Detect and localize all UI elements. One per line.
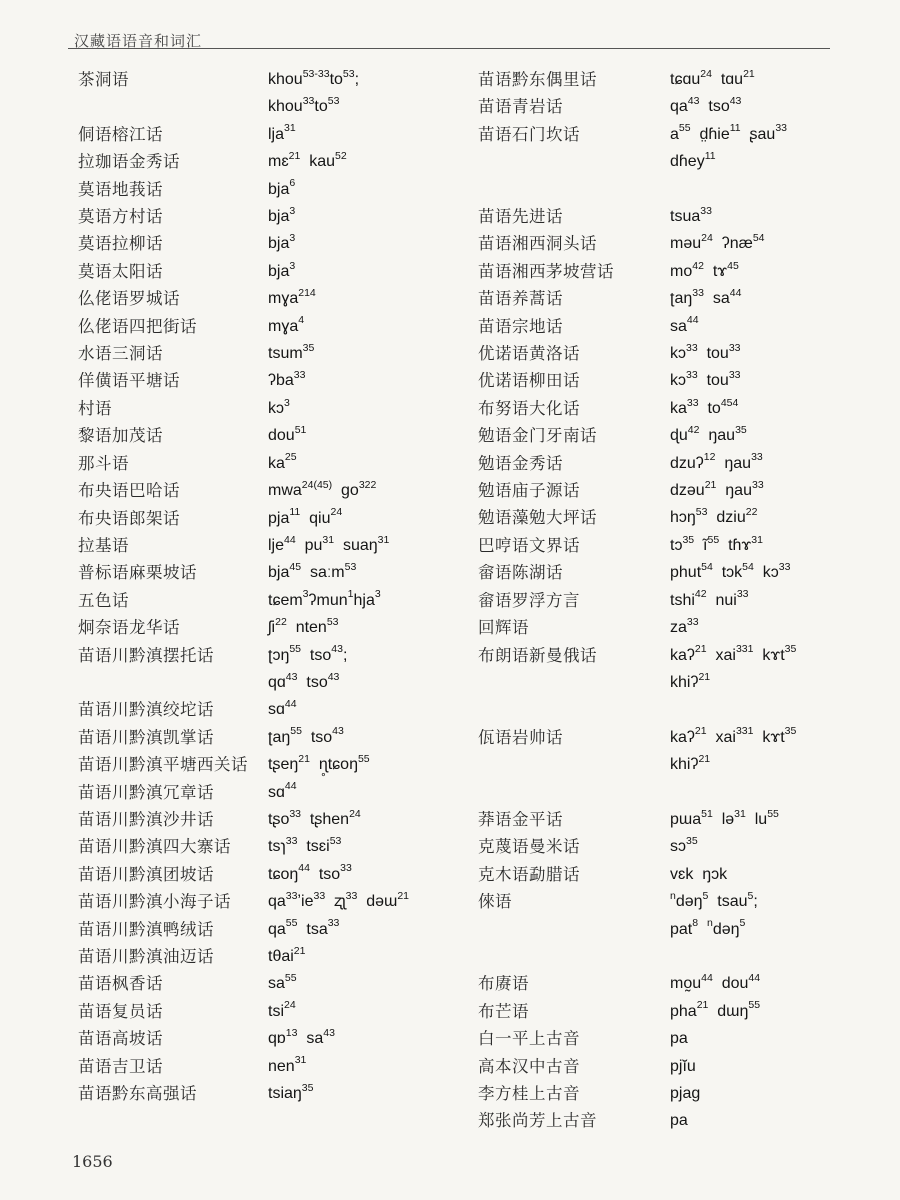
entry-row [478,313,858,340]
entry-row [478,970,858,997]
entry-row [78,477,468,504]
phonetic-form: $mo^{42}$ tɤ$^{45}$ [670,259,739,280]
dialect-name: 苗语高坡话 [78,1029,163,1049]
dialect-name: 苗语宗地话 [478,316,563,336]
phonetic-form: kaʔ$^{21}$ xai$^{331}$ kɤt$^{35}$ [670,725,797,746]
entry-row [78,148,468,175]
entry-row [478,395,858,422]
phonetic-form: dou$^{51}$ [268,423,307,445]
dialect-name: 布央语郎架话 [78,508,180,528]
entry-row [478,121,858,148]
entry-row [78,614,468,641]
left-column [78,66,468,1107]
dialect-name: 拉珈语金秀话 [78,152,180,172]
running-header-title: 汉藏语语音和词汇 [74,32,203,50]
dialect-name: 苗语川黔滇鸭绒话 [78,919,214,939]
dialect-name: 畲语罗浮方言 [478,590,580,610]
phonetic-form: ʈɔŋ$^{55}$ tso$^{43}$; [268,643,348,664]
phonetic-form: $khou^{53-33}to^{53}$; [268,67,360,88]
dialect-name: 炯奈语龙华话 [78,618,180,638]
phonetic-form: pjag [670,1084,701,1102]
entry-row [78,696,468,723]
dialect-name: 回辉语 [478,618,529,638]
phonetic-form: $qa^{43}$ tso$^{43}$ [670,95,742,116]
dialect-name: 优诺语黄洛话 [478,344,580,364]
dialect-name: 畲语陈湖话 [478,563,563,583]
phonetic-form: dzuʔ$^{12}$ ŋau$^{33}$ [670,451,763,472]
phonetic-form: $za^{33}$ [670,615,699,637]
phonetic-form: mɣa$^{214}$ [268,286,316,308]
row-spacer [478,696,858,723]
phonetic-form: $mo̰u^{44}$ dou$^{44}$ [670,972,761,993]
entry-row [478,66,858,93]
entry-row [78,587,468,614]
entry-continuation-row [478,751,858,778]
phonetic-form: tʂeŋ$^{21}$ ɳ̥tɕoŋ$^{55}$ [268,752,370,774]
phonetic-form: $sa^{44}$ [670,314,699,335]
phonetic-form: kɔ$^{33}$ tou$^{33}$ [670,369,741,390]
dialect-name: 苗语川黔滇绞坨话 [78,700,214,720]
entry-continuation-row [478,669,858,696]
phonetic-form: bja$^3$ [268,259,296,280]
phonetic-form: mɣa$^4$ [268,314,305,335]
entry-row [478,888,858,915]
entry-row [78,559,468,586]
dialect-name: 佤语岩帅话 [478,727,563,747]
entry-row [478,861,858,888]
entry-row [78,340,468,367]
entry-row [78,861,468,888]
entry-row [478,340,858,367]
dialect-name: 莫语地莪话 [78,179,163,199]
entry-row [478,614,858,641]
entry-row [78,888,468,915]
phonetic-form: ʈaŋ$^{33}$ $sa^{44}$ [670,286,742,308]
entry-row [78,121,468,148]
entry-row [478,642,858,669]
dialect-name: 勉语金秀话 [478,453,563,473]
entry-row [78,230,468,257]
phonetic-form: ɖu$^{42}$ ŋau$^{35}$ [670,423,747,445]
phonetic-form: kaʔ$^{21}$ xai$^{331}$ kɤt$^{35}$ [670,643,797,664]
dialect-name: 布努语大化话 [478,398,580,418]
phonetic-form: pa [670,1030,688,1048]
dialect-name: 苗语川黔滇摆托话 [78,645,214,665]
phonetic-form: $qa^{33}ʼie^{33}$ ʐʅ$^{33}$ dəɯ$^{21}$ [268,889,410,911]
dialect-name: 苗语川黔滇凯掌话 [78,727,214,747]
dialect-name: 苗语川黔滇小海子话 [78,892,231,912]
phonetic-form: tʂo$^{33}$ tʂhen$^{24}$ [268,807,361,828]
dialect-name: 勉语金门牙南话 [478,426,597,446]
entry-row [478,450,858,477]
entry-row [78,203,468,230]
phonetic-form: mwa$^{24(45)}$ $go^{322}$ [268,478,377,500]
entry-row [478,806,858,833]
dialect-name: 勉语庙子源话 [478,481,580,501]
entry-row [78,833,468,860]
dialect-name: 那斗语 [78,453,129,473]
entry-row [78,1080,468,1107]
phonetic-form: tɕoŋ$^{44}$ tso$^{33}$ [268,862,352,883]
phonetic-form: kɔ$^3$ [268,396,290,417]
entry-row [78,806,468,833]
dialect-name: 普标语麻栗坡话 [78,563,197,583]
phonetic-form: $ka^{25}$ [268,451,297,472]
entry-row [478,833,858,860]
phonetic-form: sɑ$^{44}$ [268,698,297,719]
dialect-name: 苗语复员话 [78,1001,163,1021]
dialect-name: 苗语吉卫话 [78,1056,163,1076]
phonetic-form: lje$^{44}$ $pu^{31}$ suaŋ$^{31}$ [268,533,390,554]
phonetic-form: qɑ$^{43}$ tso$^{43}$ [268,670,340,691]
phonetic-form: vɛk ŋɔk [670,865,728,883]
entry-row [78,285,468,312]
phonetic-form: khiʔ$^{21}$ [670,752,711,774]
dialect-name: 茶洞语 [78,70,129,89]
dialect-name: 苗语湘西茅坡营话 [478,261,614,281]
dialect-name: 水语三洞话 [78,344,163,364]
phonetic-form: $ka^{33}$ $to^{454}$ [670,396,739,417]
dialect-name: 佯僙语平塘话 [78,371,180,391]
entry-row [478,422,858,449]
entry-row [478,93,858,120]
phonetic-form: $khou^{33}to^{53}$ [268,95,340,116]
dialect-name: 苗语养蒿话 [478,289,563,309]
entry-row [78,724,468,751]
phonetic-form: bja$^3$ [268,232,296,253]
dialect-name: 莽语金平话 [478,809,563,829]
entry-row [78,66,468,93]
entry-row [78,943,468,970]
entry-row [478,203,858,230]
phonetic-form: $qa^{55}$ tsa$^{33}$ [268,917,340,938]
entry-row [478,367,858,394]
phonetic-form: pat$^8$ $^n$dəŋ$^5$ [670,917,746,938]
dialect-name: 布赓语 [478,974,529,994]
dialect-name: 拉基语 [78,535,129,555]
phonetic-form: $sa^{55}$ [268,972,297,993]
phonetic-form: lja$^{31}$ [268,122,296,143]
phonetic-form: kɔ$^{33}$ tou$^{33}$ [670,341,741,363]
entry-row [78,422,468,449]
phonetic-form: tshi$^{42}$ nui$^{33}$ [670,588,749,609]
entry-continuation-row [478,148,858,175]
phonetic-form: tθai$^{21}$ [268,944,306,965]
dialect-name: 苗语川黔滇团坡话 [78,864,214,884]
dialect-name: 苗语黔东偶里话 [478,70,597,89]
entry-row [78,532,468,559]
phonetic-form: pjĭu [670,1057,696,1075]
entry-row [478,724,858,751]
dialect-name: 布朗语新曼俄话 [478,645,597,665]
dialect-name: 莫语太阳话 [78,261,163,281]
dialect-name: 苗语川黔滇平塘西关话 [78,755,248,775]
dialect-name: 仫佬语四把街话 [78,316,197,336]
dialect-name: 苗语川黔滇沙井话 [78,809,214,829]
phonetic-form: bja$^{45}$ saːm$^{53}$ [268,560,357,582]
phonetic-form: khiʔ$^{21}$ [670,670,711,691]
dialect-name: 克蔑语曼米话 [478,837,580,857]
dialect-name: 优诺语柳田话 [478,371,580,391]
phonetic-form: qɒ$^{13}$ $sa^{43}$ [268,1026,335,1048]
phonetic-form: ʈaŋ$^{55}$ tso$^{43}$ [268,725,344,746]
dialect-name: 苗语青岩话 [478,97,563,117]
row-spacer [478,779,858,806]
row-spacer [478,943,858,970]
dialect-name: 苗语川黔滇冗章话 [78,782,214,802]
dialect-name: 巴哼语文界话 [478,535,580,555]
phonetic-form: $a^{55}$ d̤ɦie$^{11}$ ʂau$^{33}$ [670,122,788,143]
phonetic-form: ʔba$^{33}$ [268,369,306,390]
phonetic-form: sɔ$^{35}$ [670,835,698,856]
dialect-name: 布央语巴哈话 [78,481,180,501]
phonetic-form: dzəu$^{21}$ ŋau$^{33}$ [670,478,764,500]
phonetic-form: tsɿ$^{33}$ tsɛi$^{53}$ [268,835,342,856]
dialect-name: 苗语川黔滇油迈话 [78,947,214,966]
dialect-name: 布芒语 [478,1001,529,1021]
entry-row [478,504,858,531]
phonetic-form: ʃi$^{22}$ nten$^{53}$ [268,615,339,637]
header-rule [68,48,830,49]
right-column [478,66,858,1135]
entry-row [78,313,468,340]
dialect-name: 黎语加茂话 [78,426,163,446]
entry-row [78,1025,468,1052]
dialect-name: 白一平上古音 [478,1029,580,1049]
dialect-name: 苗语先进话 [478,207,563,227]
entry-row [78,505,468,532]
faint-bleed-through [760,1035,830,1105]
entry-row [78,1053,468,1080]
entry-row [478,587,858,614]
dialect-name: 高本汉中古音 [478,1056,580,1076]
entry-row [78,998,468,1025]
phonetic-form: məu$^{24}$ ʔnæ$^{54}$ [670,232,765,253]
phonetic-form: phut$^{54}$ tɔk$^{54}$ kɔ$^{33}$ [670,560,791,582]
phonetic-form: tsi$^{24}$ [268,999,296,1020]
dialect-name: 莫语拉柳话 [78,234,163,254]
phonetic-form: pɯa$^{51}$ lə$^{31}$ $lu^{55}$ [670,807,779,828]
entry-row [478,1107,858,1134]
dialect-name: 五色话 [78,590,129,610]
dialect-name: 克木语勐腊话 [478,864,580,884]
dialect-name: 苗语石门坎话 [478,124,580,144]
entry-row [78,450,468,477]
entry-row [78,258,468,285]
entry-row [78,176,468,203]
phonetic-form: dɦey$^{11}$ [670,149,716,171]
phonetic-form: pa [670,1112,688,1130]
dialect-name: 苗语川黔滇四大寨话 [78,837,231,857]
phonetic-form: tɔ$^{35}$ $ĩ^{55}$ tɦɤ$^{31}$ [670,533,763,554]
phonetic-form: tɕɑu$^{24}$ tɑu$^{21}$ [670,67,755,88]
entry-row [78,751,468,778]
entry-row [78,395,468,422]
entry-continuation-row [78,93,468,120]
dialect-name: 勉语藻勉大坪话 [478,508,597,528]
phonetic-form: sɑ$^{44}$ [268,780,297,801]
entry-row [78,916,468,943]
entry-row [478,230,858,257]
row-spacer [478,176,858,203]
entry-row [78,970,468,997]
dialect-name: 李方桂上古音 [478,1083,580,1103]
phonetic-form: tsua$^{33}$ [670,204,712,226]
phonetic-form: pha$^{21}$ dɯŋ$^{55}$ [670,999,761,1020]
dialect-name: 村语 [78,398,112,418]
dialect-name: 倈语 [478,892,512,912]
phonetic-form: tsum$^{35}$ [268,341,315,363]
entry-continuation-row [478,916,858,943]
dialect-name: 仫佬语罗城话 [78,289,180,309]
entry-row [78,367,468,394]
entry-row [478,477,858,504]
page-number: 1656 [72,1152,113,1171]
phonetic-form: $^n$dəŋ$^5$ tsau$^5$; [670,889,758,911]
entry-row [478,559,858,586]
phonetic-form: mɛ$^{21}$ kau$^{52}$ [268,149,347,171]
phonetic-form: nen$^{31}$ [268,1054,307,1075]
entry-row [478,532,858,559]
dialect-name: 莫语方村话 [78,207,163,227]
phonetic-form: tsiaŋ$^{35}$ [268,1081,314,1103]
dialect-name: 苗语湘西洞头话 [478,234,597,254]
phonetic-form: tɕem$^3$ʔmun$^1$hja$^3$ [268,588,381,609]
phonetic-form: bja$^6$ [268,177,296,198]
entry-continuation-row [78,669,468,696]
dialect-name: 郑张尚芳上古音 [478,1111,597,1131]
phonetic-form: hɔŋ$^{53}$ dziu$^{22}$ [670,506,758,527]
dialect-name: 苗语黔东高强话 [78,1084,197,1104]
entry-row [78,642,468,669]
entry-row [78,779,468,806]
entry-row [478,998,858,1025]
phonetic-form: pja$^{11}$ qiu$^{24}$ [268,506,343,527]
phonetic-form: bja$^3$ [268,204,296,226]
entry-row [478,285,858,312]
dialect-name: 侗语榕江话 [78,124,163,144]
dialect-name: 苗语枫香话 [78,974,163,994]
entry-row [478,258,858,285]
